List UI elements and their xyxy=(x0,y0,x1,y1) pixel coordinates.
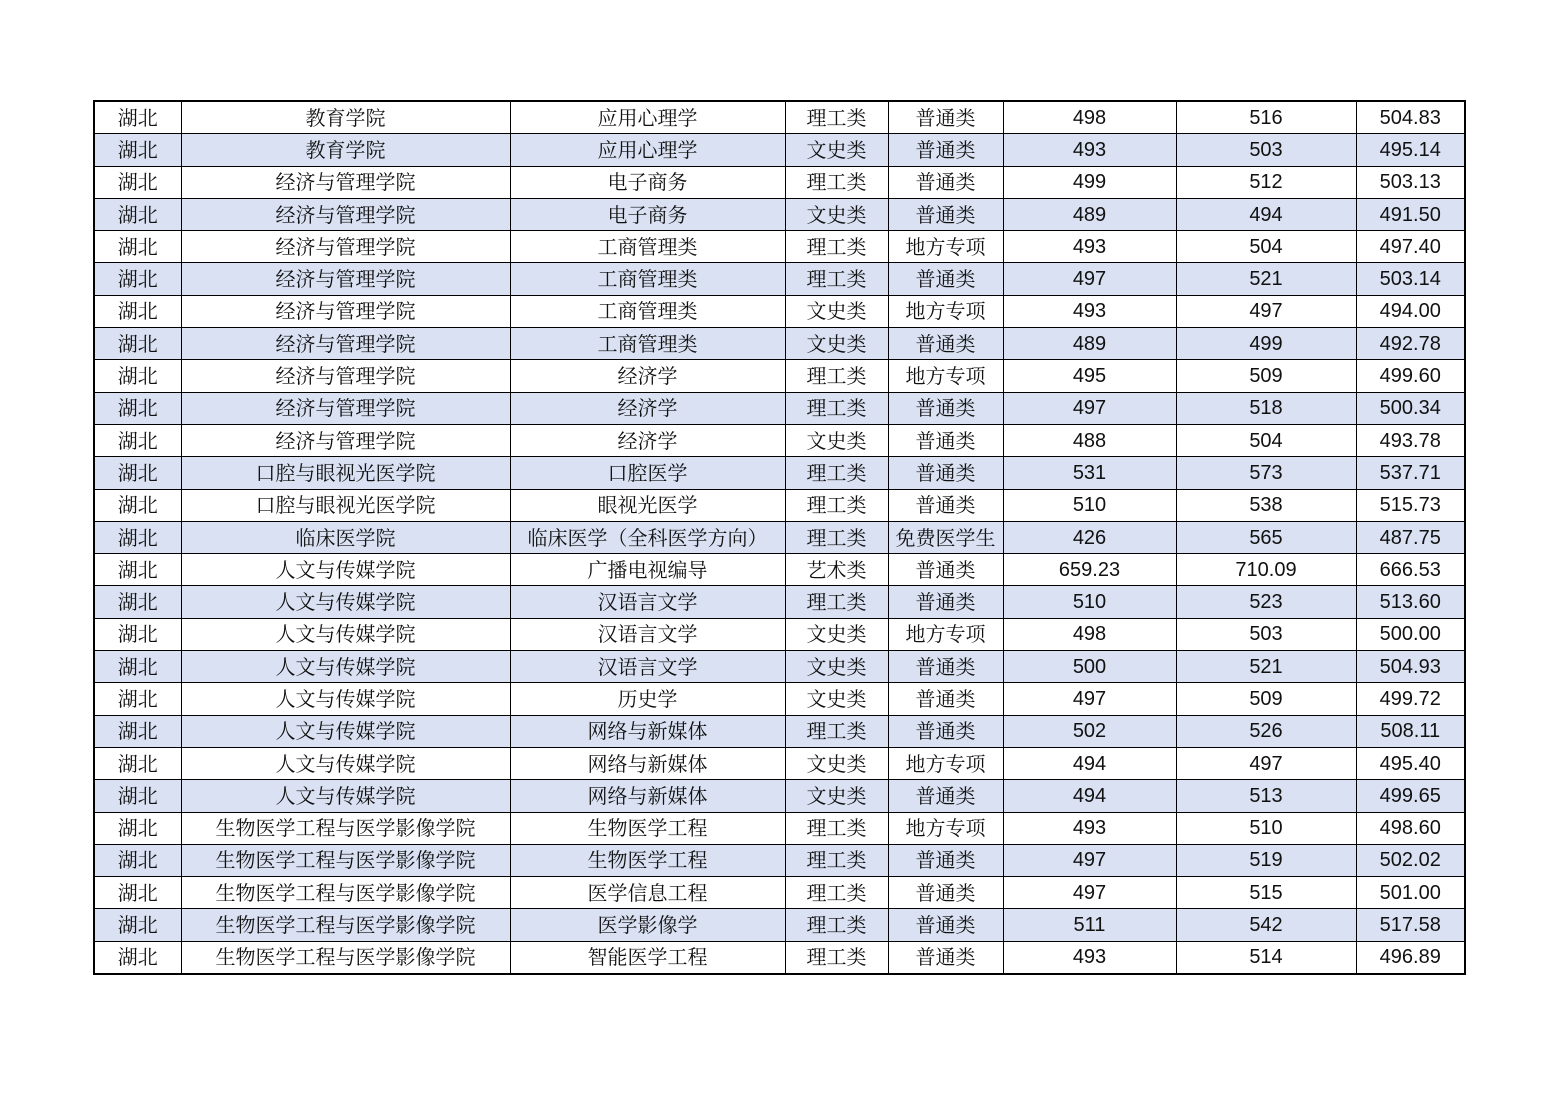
subject-type-cell: 理工类 xyxy=(785,166,888,198)
subject-type-cell: 理工类 xyxy=(785,263,888,295)
max-score-cell: 497 xyxy=(1176,295,1356,327)
avg-score-cell: 492.78 xyxy=(1356,328,1465,360)
avg-score-cell: 491.50 xyxy=(1356,198,1465,230)
subject-type-cell: 理工类 xyxy=(785,941,888,974)
subject-type-cell: 文史类 xyxy=(785,295,888,327)
subject-type-cell: 艺术类 xyxy=(785,554,888,586)
college-cell: 经济与管理学院 xyxy=(181,392,510,424)
table-row xyxy=(94,134,1465,166)
enrollment-type-cell: 普通类 xyxy=(888,101,1003,134)
table-row xyxy=(94,747,1465,779)
province-cell: 湖北 xyxy=(94,844,181,876)
enrollment-type-cell: 地方专项 xyxy=(888,360,1003,392)
min-score-cell: 497 xyxy=(1003,844,1176,876)
subject-type-cell: 文史类 xyxy=(785,747,888,779)
province-cell: 湖北 xyxy=(94,392,181,424)
enrollment-type-cell: 地方专项 xyxy=(888,231,1003,263)
college-cell: 人文与传媒学院 xyxy=(181,651,510,683)
max-score-cell: 499 xyxy=(1176,328,1356,360)
avg-score-cell: 496.89 xyxy=(1356,941,1465,974)
major-cell: 智能医学工程 xyxy=(510,941,785,974)
college-cell: 生物医学工程与医学影像学院 xyxy=(181,877,510,909)
major-cell: 网络与新媒体 xyxy=(510,747,785,779)
table-row xyxy=(94,424,1465,456)
table-row xyxy=(94,457,1465,489)
enrollment-type-cell: 免费医学生 xyxy=(888,521,1003,553)
college-cell: 人文与传媒学院 xyxy=(181,780,510,812)
major-cell: 工商管理类 xyxy=(510,295,785,327)
table-row xyxy=(94,231,1465,263)
min-score-cell: 531 xyxy=(1003,457,1176,489)
college-cell: 人文与传媒学院 xyxy=(181,747,510,779)
table-row xyxy=(94,295,1465,327)
major-cell: 口腔医学 xyxy=(510,457,785,489)
major-cell: 历史学 xyxy=(510,683,785,715)
subject-type-cell: 理工类 xyxy=(785,101,888,134)
min-score-cell: 494 xyxy=(1003,780,1176,812)
avg-score-cell: 495.40 xyxy=(1356,747,1465,779)
max-score-cell: 573 xyxy=(1176,457,1356,489)
college-cell: 经济与管理学院 xyxy=(181,328,510,360)
table-row xyxy=(94,198,1465,230)
max-score-cell: 519 xyxy=(1176,844,1356,876)
province-cell: 湖北 xyxy=(94,554,181,586)
table-row xyxy=(94,844,1465,876)
college-cell: 经济与管理学院 xyxy=(181,263,510,295)
min-score-cell: 495 xyxy=(1003,360,1176,392)
major-cell: 医学影像学 xyxy=(510,909,785,941)
province-cell: 湖北 xyxy=(94,941,181,974)
avg-score-cell: 504.83 xyxy=(1356,101,1465,134)
subject-type-cell: 理工类 xyxy=(785,231,888,263)
table-row xyxy=(94,328,1465,360)
max-score-cell: 521 xyxy=(1176,651,1356,683)
min-score-cell: 493 xyxy=(1003,295,1176,327)
college-cell: 经济与管理学院 xyxy=(181,198,510,230)
table-row xyxy=(94,877,1465,909)
province-cell: 湖北 xyxy=(94,231,181,263)
major-cell: 应用心理学 xyxy=(510,134,785,166)
major-cell: 医学信息工程 xyxy=(510,877,785,909)
province-cell: 湖北 xyxy=(94,715,181,747)
enrollment-type-cell: 普通类 xyxy=(888,392,1003,424)
avg-score-cell: 494.00 xyxy=(1356,295,1465,327)
min-score-cell: 494 xyxy=(1003,747,1176,779)
avg-score-cell: 517.58 xyxy=(1356,909,1465,941)
major-cell: 广播电视编导 xyxy=(510,554,785,586)
province-cell: 湖北 xyxy=(94,651,181,683)
province-cell: 湖北 xyxy=(94,747,181,779)
avg-score-cell: 501.00 xyxy=(1356,877,1465,909)
province-cell: 湖北 xyxy=(94,328,181,360)
subject-type-cell: 理工类 xyxy=(785,909,888,941)
province-cell: 湖北 xyxy=(94,683,181,715)
college-cell: 经济与管理学院 xyxy=(181,360,510,392)
min-score-cell: 510 xyxy=(1003,586,1176,618)
table-row xyxy=(94,683,1465,715)
avg-score-cell: 499.60 xyxy=(1356,360,1465,392)
enrollment-type-cell: 地方专项 xyxy=(888,747,1003,779)
avg-score-cell: 508.11 xyxy=(1356,715,1465,747)
subject-type-cell: 理工类 xyxy=(785,586,888,618)
max-score-cell: 504 xyxy=(1176,424,1356,456)
province-cell: 湖北 xyxy=(94,909,181,941)
subject-type-cell: 文史类 xyxy=(785,198,888,230)
province-cell: 湖北 xyxy=(94,295,181,327)
max-score-cell: 515 xyxy=(1176,877,1356,909)
avg-score-cell: 503.13 xyxy=(1356,166,1465,198)
subject-type-cell: 理工类 xyxy=(785,844,888,876)
province-cell: 湖北 xyxy=(94,360,181,392)
province-cell: 湖北 xyxy=(94,134,181,166)
table-row xyxy=(94,392,1465,424)
major-cell: 汉语言文学 xyxy=(510,586,785,618)
enrollment-type-cell: 普通类 xyxy=(888,328,1003,360)
min-score-cell: 426 xyxy=(1003,521,1176,553)
college-cell: 生物医学工程与医学影像学院 xyxy=(181,909,510,941)
major-cell: 电子商务 xyxy=(510,198,785,230)
subject-type-cell: 理工类 xyxy=(785,812,888,844)
college-cell: 生物医学工程与医学影像学院 xyxy=(181,812,510,844)
min-score-cell: 489 xyxy=(1003,328,1176,360)
max-score-cell: 513 xyxy=(1176,780,1356,812)
max-score-cell: 523 xyxy=(1176,586,1356,618)
subject-type-cell: 理工类 xyxy=(785,521,888,553)
college-cell: 人文与传媒学院 xyxy=(181,683,510,715)
avg-score-cell: 499.65 xyxy=(1356,780,1465,812)
table-row xyxy=(94,941,1465,974)
max-score-cell: 514 xyxy=(1176,941,1356,974)
max-score-cell: 509 xyxy=(1176,360,1356,392)
min-score-cell: 500 xyxy=(1003,651,1176,683)
max-score-cell: 512 xyxy=(1176,166,1356,198)
province-cell: 湖北 xyxy=(94,101,181,134)
table-row xyxy=(94,651,1465,683)
avg-score-cell: 502.02 xyxy=(1356,844,1465,876)
enrollment-type-cell: 普通类 xyxy=(888,198,1003,230)
enrollment-type-cell: 普通类 xyxy=(888,715,1003,747)
province-cell: 湖北 xyxy=(94,521,181,553)
province-cell: 湖北 xyxy=(94,618,181,650)
subject-type-cell: 理工类 xyxy=(785,715,888,747)
enrollment-type-cell: 普通类 xyxy=(888,586,1003,618)
province-cell: 湖北 xyxy=(94,424,181,456)
major-cell: 工商管理类 xyxy=(510,328,785,360)
college-cell: 生物医学工程与医学影像学院 xyxy=(181,844,510,876)
college-cell: 人文与传媒学院 xyxy=(181,715,510,747)
min-score-cell: 493 xyxy=(1003,231,1176,263)
min-score-cell: 493 xyxy=(1003,134,1176,166)
subject-type-cell: 文史类 xyxy=(785,424,888,456)
min-score-cell: 498 xyxy=(1003,101,1176,134)
subject-type-cell: 理工类 xyxy=(785,457,888,489)
province-cell: 湖北 xyxy=(94,877,181,909)
avg-score-cell: 495.14 xyxy=(1356,134,1465,166)
college-cell: 经济与管理学院 xyxy=(181,231,510,263)
major-cell: 网络与新媒体 xyxy=(510,780,785,812)
table-body xyxy=(94,101,1465,974)
college-cell: 教育学院 xyxy=(181,101,510,134)
major-cell: 经济学 xyxy=(510,424,785,456)
table-row xyxy=(94,618,1465,650)
table-row xyxy=(94,101,1465,134)
avg-score-cell: 493.78 xyxy=(1356,424,1465,456)
subject-type-cell: 文史类 xyxy=(785,651,888,683)
enrollment-type-cell: 普通类 xyxy=(888,877,1003,909)
max-score-cell: 710.09 xyxy=(1176,554,1356,586)
major-cell: 汉语言文学 xyxy=(510,618,785,650)
min-score-cell: 659.23 xyxy=(1003,554,1176,586)
major-cell: 工商管理类 xyxy=(510,231,785,263)
min-score-cell: 499 xyxy=(1003,166,1176,198)
avg-score-cell: 500.00 xyxy=(1356,618,1465,650)
max-score-cell: 497 xyxy=(1176,747,1356,779)
enrollment-type-cell: 普通类 xyxy=(888,941,1003,974)
subject-type-cell: 理工类 xyxy=(785,877,888,909)
avg-score-cell: 666.53 xyxy=(1356,554,1465,586)
enrollment-type-cell: 地方专项 xyxy=(888,618,1003,650)
major-cell: 生物医学工程 xyxy=(510,812,785,844)
enrollment-type-cell: 普通类 xyxy=(888,166,1003,198)
avg-score-cell: 513.60 xyxy=(1356,586,1465,618)
enrollment-type-cell: 普通类 xyxy=(888,457,1003,489)
province-cell: 湖北 xyxy=(94,586,181,618)
avg-score-cell: 504.93 xyxy=(1356,651,1465,683)
max-score-cell: 542 xyxy=(1176,909,1356,941)
min-score-cell: 493 xyxy=(1003,812,1176,844)
min-score-cell: 488 xyxy=(1003,424,1176,456)
subject-type-cell: 理工类 xyxy=(785,392,888,424)
enrollment-type-cell: 普通类 xyxy=(888,909,1003,941)
subject-type-cell: 文史类 xyxy=(785,618,888,650)
subject-type-cell: 文史类 xyxy=(785,683,888,715)
min-score-cell: 511 xyxy=(1003,909,1176,941)
enrollment-type-cell: 普通类 xyxy=(888,651,1003,683)
avg-score-cell: 498.60 xyxy=(1356,812,1465,844)
table-row xyxy=(94,166,1465,198)
major-cell: 眼视光医学 xyxy=(510,489,785,521)
college-cell: 生物医学工程与医学影像学院 xyxy=(181,941,510,974)
enrollment-type-cell: 地方专项 xyxy=(888,295,1003,327)
major-cell: 临床医学（全科医学方向） xyxy=(510,521,785,553)
major-cell: 应用心理学 xyxy=(510,101,785,134)
college-cell: 人文与传媒学院 xyxy=(181,554,510,586)
max-score-cell: 494 xyxy=(1176,198,1356,230)
subject-type-cell: 理工类 xyxy=(785,489,888,521)
table-row xyxy=(94,360,1465,392)
max-score-cell: 518 xyxy=(1176,392,1356,424)
major-cell: 经济学 xyxy=(510,392,785,424)
max-score-cell: 526 xyxy=(1176,715,1356,747)
min-score-cell: 497 xyxy=(1003,263,1176,295)
enrollment-type-cell: 普通类 xyxy=(888,134,1003,166)
major-cell: 电子商务 xyxy=(510,166,785,198)
avg-score-cell: 515.73 xyxy=(1356,489,1465,521)
college-cell: 临床医学院 xyxy=(181,521,510,553)
college-cell: 经济与管理学院 xyxy=(181,295,510,327)
college-cell: 人文与传媒学院 xyxy=(181,618,510,650)
table-row xyxy=(94,909,1465,941)
table-row xyxy=(94,586,1465,618)
province-cell: 湖北 xyxy=(94,457,181,489)
college-cell: 人文与传媒学院 xyxy=(181,586,510,618)
province-cell: 湖北 xyxy=(94,489,181,521)
min-score-cell: 498 xyxy=(1003,618,1176,650)
college-cell: 教育学院 xyxy=(181,134,510,166)
major-cell: 工商管理类 xyxy=(510,263,785,295)
min-score-cell: 497 xyxy=(1003,877,1176,909)
enrollment-type-cell: 普通类 xyxy=(888,554,1003,586)
avg-score-cell: 497.40 xyxy=(1356,231,1465,263)
max-score-cell: 503 xyxy=(1176,618,1356,650)
min-score-cell: 497 xyxy=(1003,392,1176,424)
admission-scores-table xyxy=(93,100,1466,975)
max-score-cell: 516 xyxy=(1176,101,1356,134)
max-score-cell: 510 xyxy=(1176,812,1356,844)
province-cell: 湖北 xyxy=(94,812,181,844)
college-cell: 经济与管理学院 xyxy=(181,424,510,456)
subject-type-cell: 文史类 xyxy=(785,780,888,812)
table-row xyxy=(94,489,1465,521)
table-row xyxy=(94,780,1465,812)
major-cell: 汉语言文学 xyxy=(510,651,785,683)
college-cell: 经济与管理学院 xyxy=(181,166,510,198)
avg-score-cell: 487.75 xyxy=(1356,521,1465,553)
table-row xyxy=(94,263,1465,295)
enrollment-type-cell: 普通类 xyxy=(888,844,1003,876)
enrollment-type-cell: 普通类 xyxy=(888,780,1003,812)
table-row xyxy=(94,554,1465,586)
max-score-cell: 509 xyxy=(1176,683,1356,715)
max-score-cell: 521 xyxy=(1176,263,1356,295)
min-score-cell: 493 xyxy=(1003,941,1176,974)
avg-score-cell: 503.14 xyxy=(1356,263,1465,295)
table-row xyxy=(94,812,1465,844)
avg-score-cell: 500.34 xyxy=(1356,392,1465,424)
table-row xyxy=(94,715,1465,747)
enrollment-type-cell: 普通类 xyxy=(888,683,1003,715)
province-cell: 湖北 xyxy=(94,263,181,295)
college-cell: 口腔与眼视光医学院 xyxy=(181,489,510,521)
min-score-cell: 497 xyxy=(1003,683,1176,715)
min-score-cell: 489 xyxy=(1003,198,1176,230)
max-score-cell: 503 xyxy=(1176,134,1356,166)
subject-type-cell: 文史类 xyxy=(785,328,888,360)
major-cell: 经济学 xyxy=(510,360,785,392)
max-score-cell: 504 xyxy=(1176,231,1356,263)
table-row xyxy=(94,521,1465,553)
major-cell: 生物医学工程 xyxy=(510,844,785,876)
major-cell: 网络与新媒体 xyxy=(510,715,785,747)
province-cell: 湖北 xyxy=(94,198,181,230)
province-cell: 湖北 xyxy=(94,166,181,198)
college-cell: 口腔与眼视光医学院 xyxy=(181,457,510,489)
enrollment-type-cell: 普通类 xyxy=(888,424,1003,456)
enrollment-type-cell: 普通类 xyxy=(888,489,1003,521)
subject-type-cell: 理工类 xyxy=(785,360,888,392)
min-score-cell: 502 xyxy=(1003,715,1176,747)
province-cell: 湖北 xyxy=(94,780,181,812)
max-score-cell: 565 xyxy=(1176,521,1356,553)
enrollment-type-cell: 地方专项 xyxy=(888,812,1003,844)
avg-score-cell: 537.71 xyxy=(1356,457,1465,489)
max-score-cell: 538 xyxy=(1176,489,1356,521)
avg-score-cell: 499.72 xyxy=(1356,683,1465,715)
min-score-cell: 510 xyxy=(1003,489,1176,521)
enrollment-type-cell: 普通类 xyxy=(888,263,1003,295)
subject-type-cell: 文史类 xyxy=(785,134,888,166)
